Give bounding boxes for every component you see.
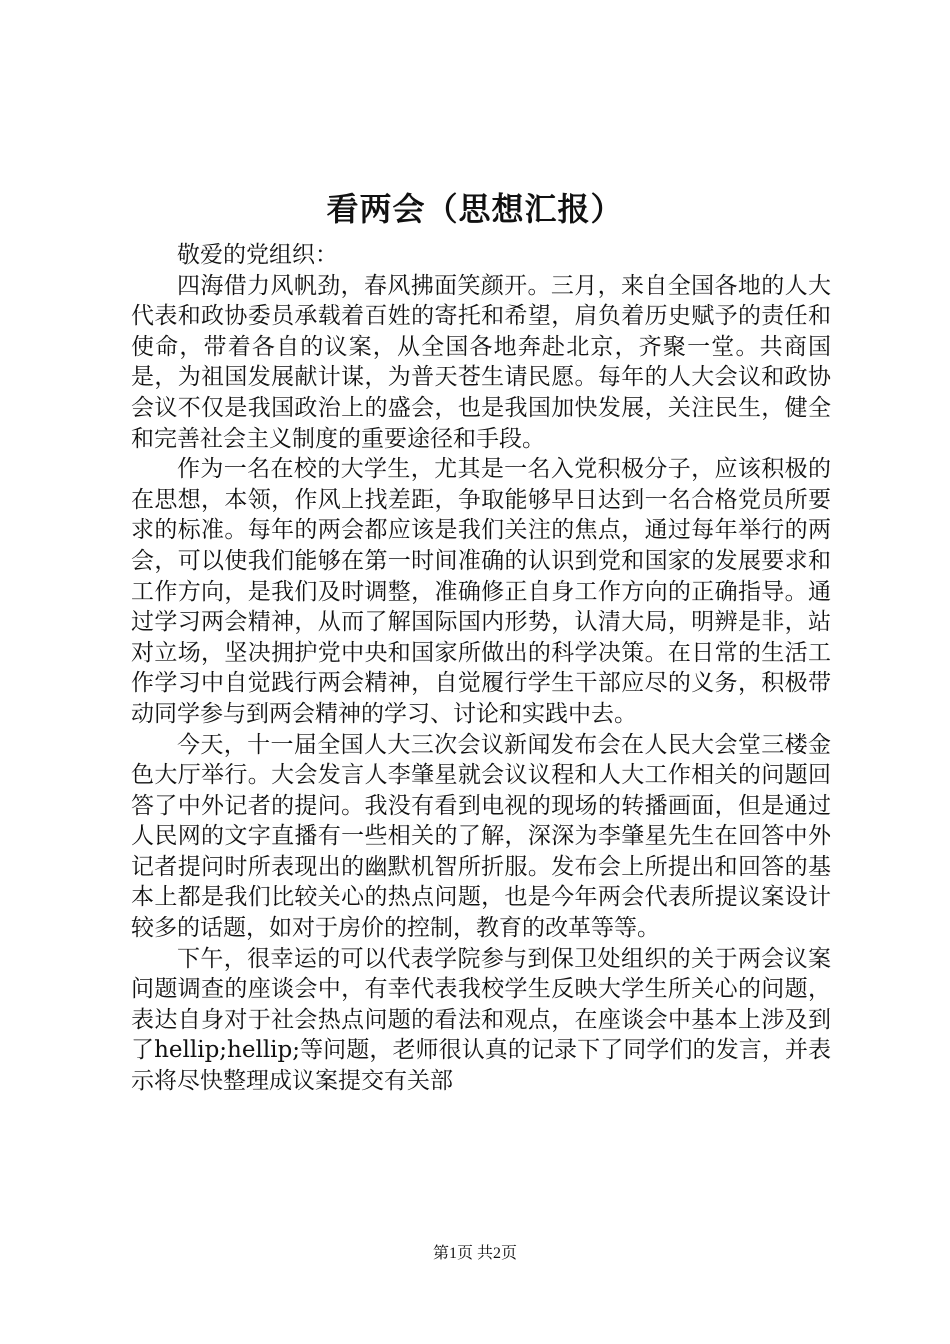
paragraph-2: 作为一名在校的大学生，尤其是一名入党积极分子，应该积极的在思想，本领，作风上找差距，争取能够早日达到一名合格党员所要求的标准。每年的两会都应该是我们关注的焦点，通过每年举行的两会，可以使我们能够在第一时间准确的认识到党和国家的发展要求和工作方向，是我们及时调整，准确修正自身工作方向的正确指导。通过学习两会精神，从而了解国际国内形势，认清大局，明辨是非，站对立场，坚决拥护党中央和国家所做出的科学决策。在日常的生活工作学习中自觉践行两会精神，自觉履行学生干部应尽的义务，积极带动同学参与到两会精神的学习、讨论和实践中去。 (131, 456, 831, 727)
paragraph-1: 四海借力风帆劲，春风拂面笑颜开。三月，来自全国各地的人大代表和政协委员承载着百姓的寄托和希望，肩负着历史赋予的责任和使命，带着各自的议案，从全国各地奔赴北京，齐聚一堂。共商国是，为祖国发展献计谋，为普天苍生请民愿。每年的人大会议和政协会议不仅是我国政治上的盛会，也是我国加快发展，关注民生，健全和完善社会主义制度的重要途径和手段。 (131, 272, 831, 452)
document-body (131, 240, 831, 1097)
salutation: 敬爱的党组织： (177, 242, 338, 268)
paragraph-3: 今天，十一届全国人大三次会议新闻发布会在人民大会堂三楼金色大厅举行。大会发言人李肇星就会议议程和人大工作相关的问题回答了中外记者的提问。我没有看到电视的现场的转播画面，但是通过人民网的文字直播有一些相关的了解，深深为李肇星先生在回答中外记者提问时所表现出的幽默机智所折服。发布会上所提出和回答的基本上都是我们比较关心的热点问题，也是今年两会代表所提议案设计较多的话题，如对于房价的控制，教育的改革等等。 (131, 731, 831, 942)
paragraph-4: 下午，很幸运的可以代表学院参与到保卫处组织的关于两会议案问题调查的座谈会中，有幸代表我校学生反映大学生所关心的问题，表达自身对于社会热点问题的看法和观点，在座谈会中基本上涉及到了hellip;hellip;等问题，老师很认真的记录下了同学们的发言，并表示将尽快整理成议案提交有关部 (131, 945, 831, 1095)
page-footer: 第1页 共2页 (432, 1245, 517, 1262)
document-title: 看两会（思想汇报） (326, 190, 624, 228)
